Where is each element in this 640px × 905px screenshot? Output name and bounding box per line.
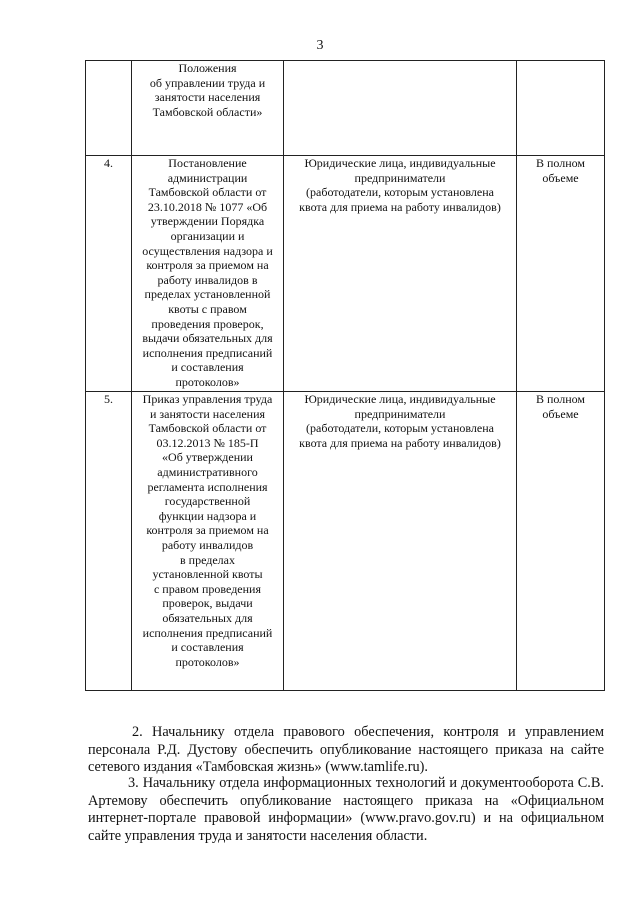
row-number-cell	[86, 61, 132, 156]
table-row	[86, 61, 605, 156]
paragraph-2: 2. Начальнику отдела правового обеспечения, контроля и управлением персонала Р.Д. Дустову обеспечить опубликование настоящего приказа на сайте сетевого издания «Тамбовская жизнь» (www.tamlife.ru).	[88, 724, 604, 776]
subjects-cell: Юридические лица, индивидуальные предприниматели (работодатели, которым установлена квота для приема на работу инвалидов)	[284, 156, 517, 392]
row-number-cell: 5.	[86, 392, 132, 691]
scope-cell: В полном объеме	[517, 156, 605, 392]
table-row	[86, 392, 605, 691]
control-documents-table	[85, 60, 605, 691]
subjects-cell	[284, 61, 517, 156]
table-row	[86, 156, 605, 392]
page-number: 3	[316, 38, 324, 53]
subjects-cell: Юридические лица, индивидуальные предприниматели (работодатели, которым установлена квота для приема на работу инвалидов)	[284, 392, 517, 691]
paragraph-3: 3. Начальнику отдела информационных технологий и документооборота С.В. Артемову обеспечить опубликование настоящего приказа на «Официальном интернет-портале правовой информации» (www.pravo.gov.ru) и на официальном сайте управления труда и занятости населения области.	[88, 775, 604, 844]
document-cell: Приказ управления труда и занятости населения Тамбовской области от 03.12.2013 № 185-П «Об утверждении административного регламента исполнения государственной функции надзора и контроля за приемом на работу инвалидов в пределах установленной квоты с правом проведения проверок, выдачи обязательных для исполнения предписаний и составления протоколов»	[132, 392, 284, 691]
row-number-cell: 4.	[86, 156, 132, 392]
document-cell: Положения об управлении труда и занятости населения Тамбовской области»	[132, 61, 284, 156]
document-cell: Постановление администрации Тамбовской области от 23.10.2018 № 1077 «Об утверждении Порядка организации и осуществления надзора и контроля за приемом на работу инвалидов в пределах установленной квоты с правом проведения проверок, выдачи обязательных для исполнения предписаний и составления протоколов»	[132, 156, 284, 392]
scope-cell: В полном объеме	[517, 392, 605, 691]
scope-cell	[517, 61, 605, 156]
